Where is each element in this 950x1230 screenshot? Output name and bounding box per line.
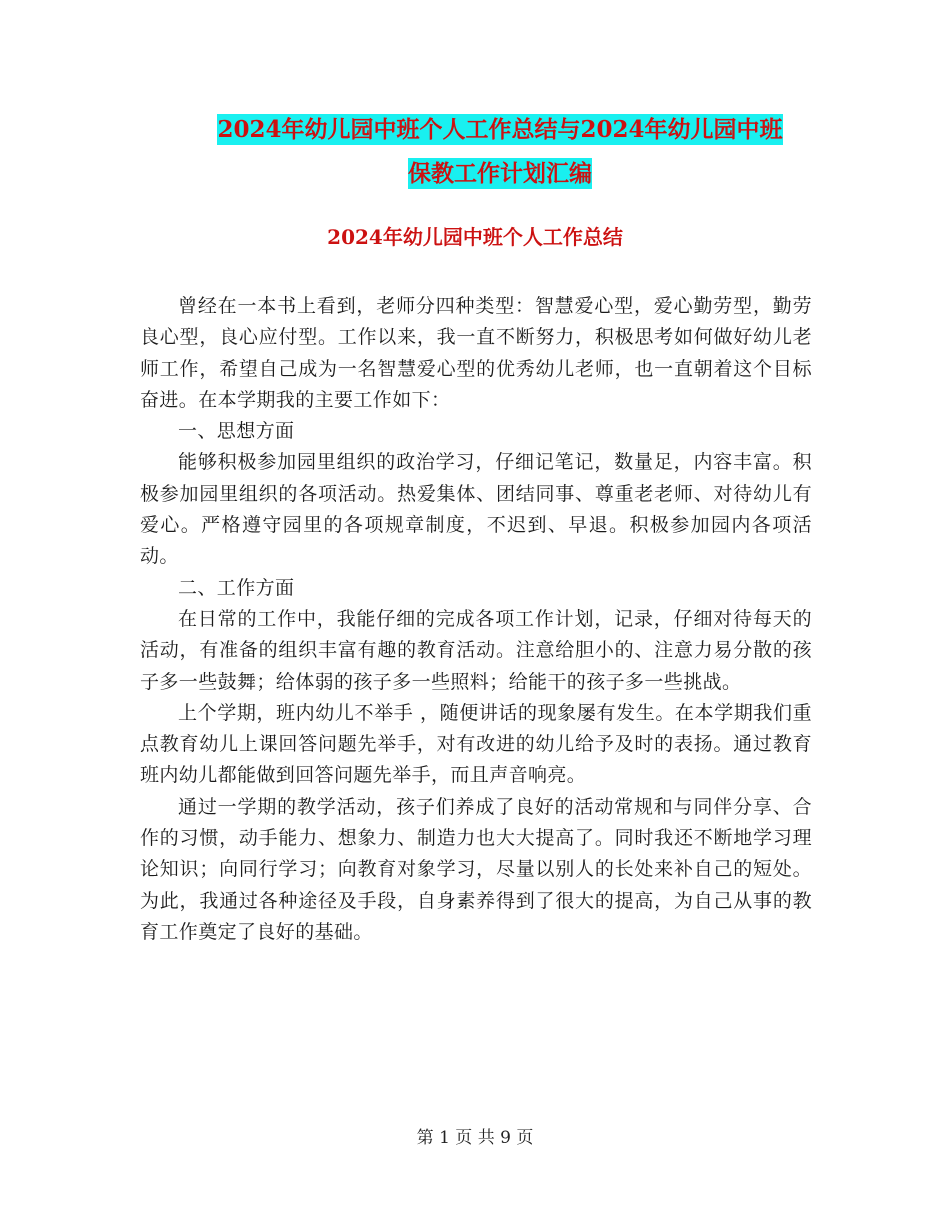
paragraph: 能够积极参加园里组织的政治学习，仔细记笔记，数量足，内容丰富。积极参加园里组织的各项活动。热爱集体、团结同事、尊重老老师、对待幼儿有爱心。严格遵守园里的各项规章制度，不迟到、早退。积极参加园内各项活动。 <box>140 451 812 568</box>
document-title-line-1: 2024年幼儿园中班个人工作总结与2024年幼儿园中班 <box>217 116 783 143</box>
document-body <box>140 291 812 948</box>
paragraph: 通过一学期的教学活动，孩子们养成了良好的活动常规和与同伴分享、合作的习惯，动手能力、想象力、制造力也大大提高了。同时我还不断地学习理论知识；向同行学习；向教育对象学习，尽量以别人的长处来补自己的短处。为此，我通过各种途径及手段，自身素养得到了很大的提高，为自己从事的教育工作奠定了良好的基础。 <box>140 795 812 943</box>
page-footer: 第 1 页 共 9 页 <box>416 1128 534 1148</box>
paragraph: 曾经在一本书上看到，老师分四种类型：智慧爱心型，爱心勤劳型，勤劳良心型，良心应付型。工作以来，我一直不断努力，积极思考如何做好幼儿老师工作，希望自己成为一名智慧爱心型的优秀幼儿老师，也一直朝着这个目标奋进。在本学期我的主要工作如下： <box>140 295 812 411</box>
section-heading: 二、工作方面 <box>178 576 295 599</box>
document-title-line-2: 保教工作计划汇编 <box>408 160 592 187</box>
paragraph: 上个学期，班内幼儿不举手 ，随便讲话的现象屡有发生。在本学期我们重点教育幼儿上课回答问题先举手，对有改进的幼儿给予及时的表扬。通过教育班内幼儿都能做到回答问题先举手，而且声音响亮。 <box>140 701 812 787</box>
section-title: 2024年幼儿园中班个人工作总结 <box>327 225 623 249</box>
section-heading: 一、思想方面 <box>178 420 295 443</box>
paragraph: 在日常的工作中，我能仔细的完成各项工作计划，记录，仔细对待每天的活动，有准备的组织丰富有趣的教育活动。注意给胆小的、注意力易分散的孩子多一些鼓舞；给体弱的孩子多一些照料；给能干的孩子多一些挑战。 <box>140 607 812 693</box>
